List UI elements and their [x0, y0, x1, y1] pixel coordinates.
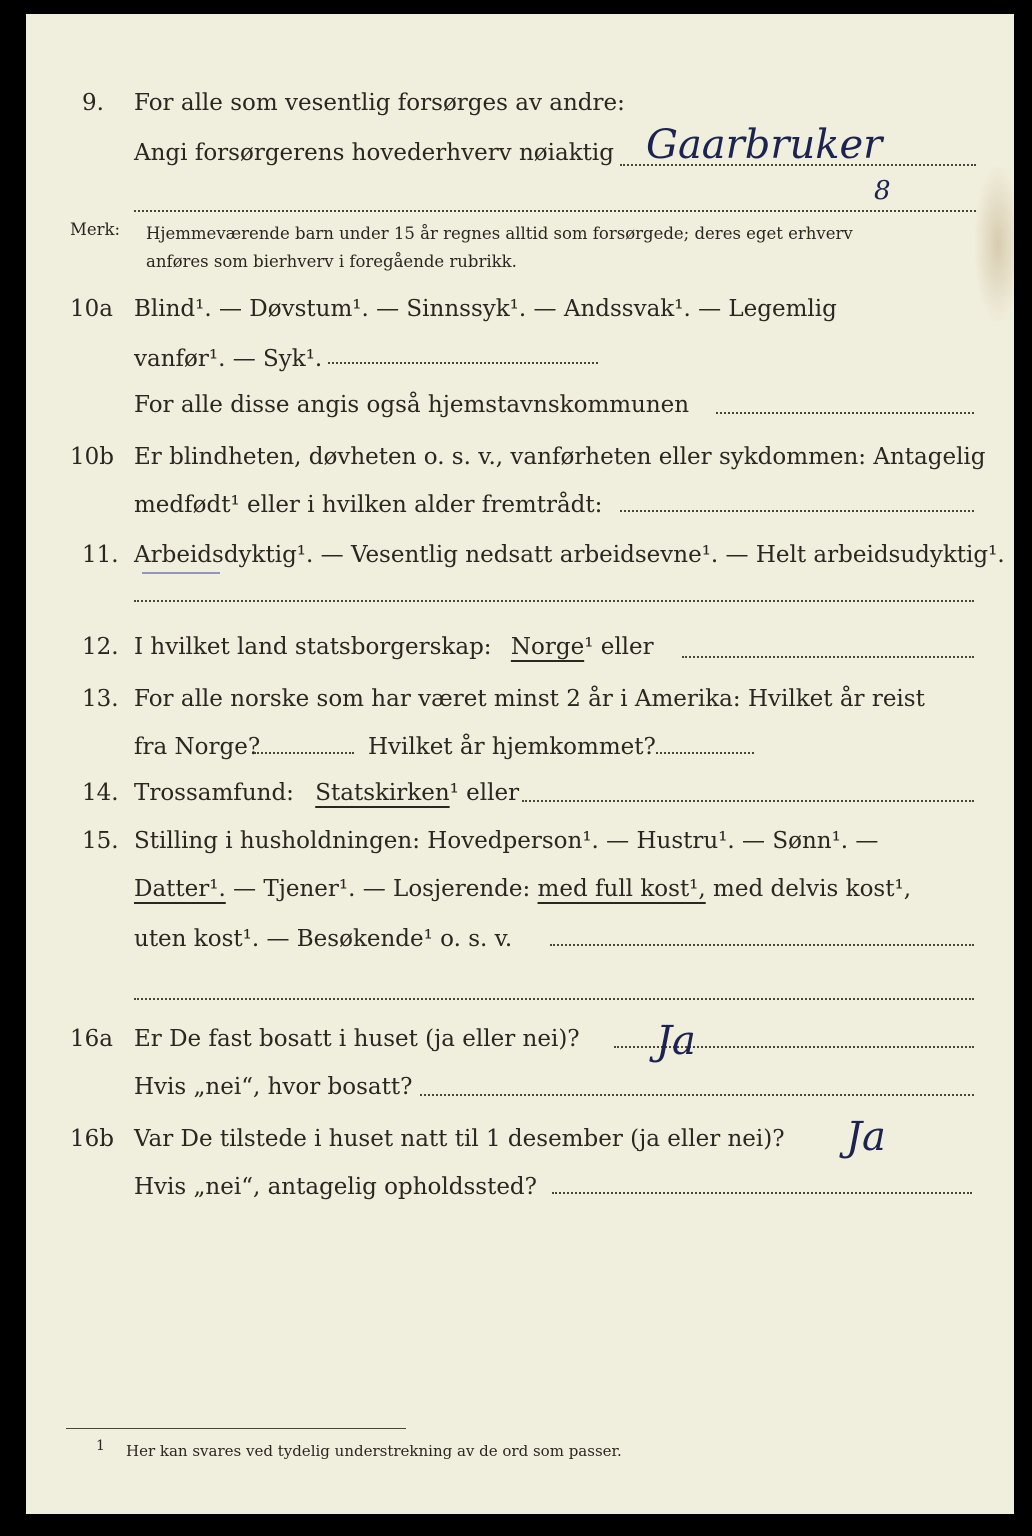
footnote-text: Her kan svares ved tydelig understrekning av de ord som passer. — [126, 1442, 622, 1460]
q10a-line1: Blind¹. — Døvstum¹. — Sinnssyk¹. — Andssvak¹. — Legemlig — [134, 296, 837, 322]
q10a-number: 10a — [70, 296, 113, 322]
q9-line1: For alle som vesentlig forsørges av andre: — [134, 90, 625, 116]
q15-line2 — [134, 876, 911, 902]
q12-answer-line — [682, 656, 974, 658]
q15-fullkost-underlined: med full kost¹, — [537, 876, 706, 902]
q10b-line2: medfødt¹ eller i hvilken alder fremtrådt: — [134, 492, 603, 518]
q12-norge-underlined: Norge — [510, 634, 585, 660]
q9-answer-mark: 8 — [874, 176, 891, 206]
q15-line1: Stilling i husholdningen: Hovedperson¹. — Hustru¹. — Sønn¹. — — [134, 828, 879, 854]
q12-line — [134, 634, 654, 660]
q15-extra-line — [134, 998, 974, 1000]
q13-reist-line — [254, 752, 354, 754]
footnote-mark: 1 — [96, 1438, 105, 1454]
q9-answer-handwritten: Gaarbruker — [646, 122, 883, 168]
q12-eller: ¹ eller — [584, 634, 654, 660]
q11-pencil-underline — [142, 572, 220, 574]
q12-question: I hvilket land statsborgerskap: — [134, 634, 492, 660]
q10b-line1: Er blindheten, døvheten o. s. v., vanførheten eller sykdommen: Antagelig — [134, 444, 986, 470]
q14-answer-line — [522, 800, 974, 802]
q15-line2-mid: — Tjener¹. — Losjerende: — [225, 876, 531, 902]
q15-line3: uten kost¹. — Besøkende¹ o. s. v. — [134, 926, 513, 952]
q11-line1: Arbeidsdyktig¹. — Vesentlig nedsatt arbeidsevne¹. — Helt arbeidsudyktig¹. — [134, 542, 1005, 568]
q16b-answer-handwritten: Ja — [846, 1114, 886, 1160]
q10b-number: 10b — [70, 444, 114, 470]
q10a-line2: vanfør¹. — Syk¹. — [134, 346, 323, 372]
q15-datter-underlined: Datter¹. — [134, 876, 226, 902]
q15-number: 15. — [82, 828, 119, 854]
q16a-line2: Hvis „nei“, hvor bosatt? — [134, 1074, 413, 1100]
q10b-answer-line — [620, 510, 974, 512]
q9-line2: Angi forsørgerens hovederhverv nøiaktig — [134, 140, 614, 166]
q13-line2a: fra Norge? — [134, 734, 261, 760]
q14-number: 14. — [82, 780, 119, 806]
q13-number: 13. — [82, 686, 119, 712]
q10a-hjemstavn-line — [716, 412, 974, 414]
q13-line1: For alle norske som har været minst 2 år i Amerika: Hvilket år reist — [134, 686, 925, 712]
q14-line — [134, 780, 519, 806]
q16a-answer-handwritten: Ja — [656, 1018, 696, 1064]
q12-number: 12. — [82, 634, 119, 660]
q10a-line3: For alle disse angis også hjemstavnskommunen — [134, 392, 690, 418]
footnote-rule — [66, 1428, 406, 1429]
merk-label: Merk: — [70, 220, 121, 239]
paper-stain — [974, 164, 1014, 324]
q13-line2b: Hvilket år hjemkommet? — [368, 734, 656, 760]
q16a-bosatt-line — [420, 1094, 974, 1096]
q9-number: 9. — [82, 90, 104, 116]
census-form-page — [26, 14, 1014, 1514]
q14-statskirken-underlined: Statskirken — [315, 780, 450, 806]
q15-line2-end: med delvis kost¹, — [705, 876, 912, 902]
q14-question: Trossamfund: — [134, 780, 294, 806]
q16b-line2: Hvis „nei“, antagelig opholdssted? — [134, 1174, 537, 1200]
merk-line2: anføres som bierhverv i foregående rubrikk. — [146, 252, 517, 271]
q15-answer-line — [550, 944, 974, 946]
q11-answer-line — [134, 600, 974, 602]
q13-hjemkommet-line — [656, 752, 754, 754]
q16a-line1: Er De fast bosatt i huset (ja eller nei)? — [134, 1026, 580, 1052]
merk-line1: Hjemmeværende barn under 15 år regnes alltid som forsørgede; deres eget erhverv — [146, 224, 853, 243]
q9-extra-line — [134, 210, 976, 212]
q11-number: 11. — [82, 542, 119, 568]
q16b-line1: Var De tilstede i huset natt til 1 desember (ja eller nei)? — [134, 1126, 785, 1152]
q10a-syk-line — [328, 362, 598, 364]
q16b-number: 16b — [70, 1126, 114, 1152]
q16a-number: 16a — [70, 1026, 113, 1052]
q14-eller: ¹ eller — [449, 780, 520, 806]
q16b-opholdssted-line — [552, 1192, 972, 1194]
